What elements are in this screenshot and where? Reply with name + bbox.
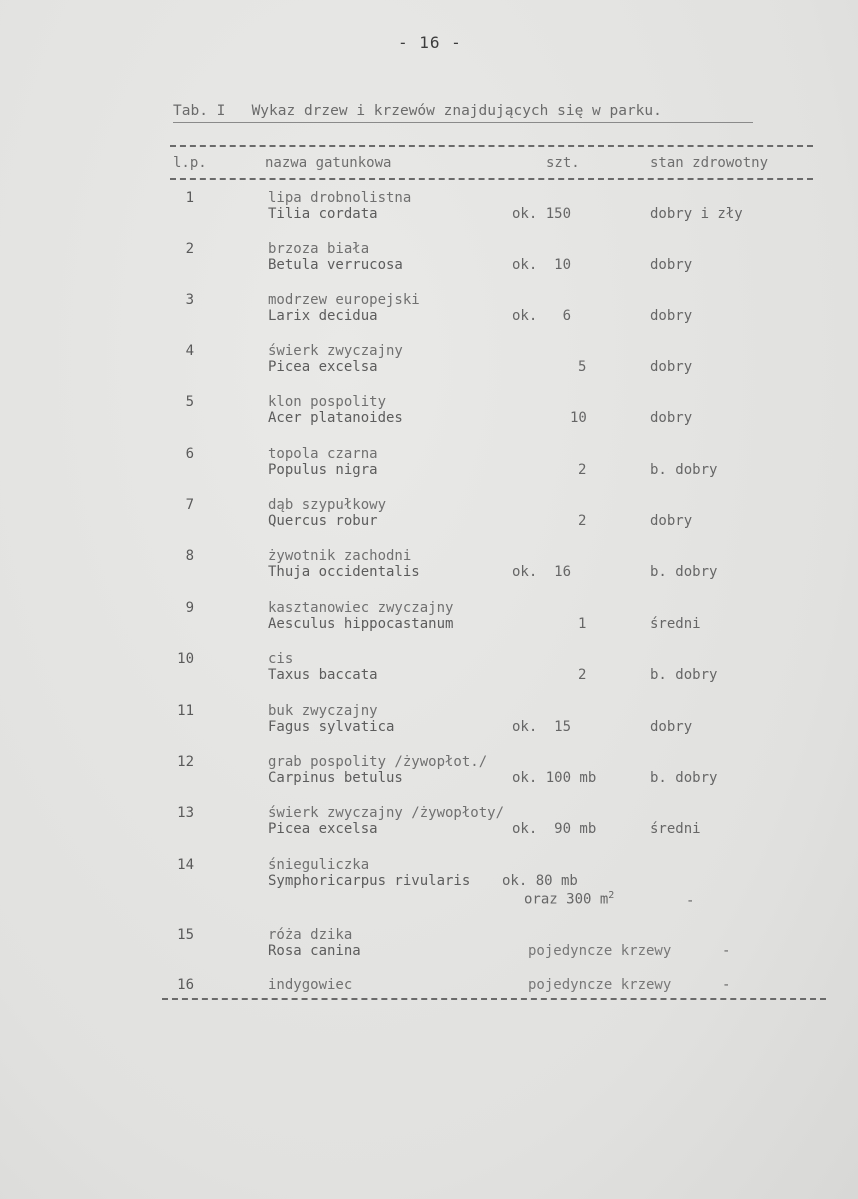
row-13-quantity: ok. 90 mb — [512, 821, 597, 837]
row-8-state: b. dobry — [650, 564, 718, 580]
row-3-quantity: ok. 6 — [512, 308, 572, 324]
row-11-quantity: ok. 15 — [512, 719, 572, 735]
title-underline — [173, 122, 753, 123]
row-12-polish-name: grab pospolity /żywopłot./ — [268, 754, 488, 770]
row-9-polish-name: kasztanowiec zwyczajny — [268, 600, 454, 616]
row-16-lp: 16 — [177, 977, 194, 993]
row-2-lp: 2 — [185, 241, 194, 257]
row-8-quantity: ok. 16 — [512, 564, 572, 580]
row-2-latin-name: Betula verrucosa — [268, 257, 403, 273]
row-16-quantity: pojedyncze krzewy — [528, 977, 672, 993]
row-8-lp: 8 — [185, 548, 194, 564]
header-top-rule — [170, 145, 813, 147]
row-9-lp: 9 — [185, 600, 194, 616]
row-14-lp: 14 — [177, 857, 194, 873]
header-lp: l.p. — [173, 155, 207, 171]
row-13-lp: 13 — [177, 805, 194, 821]
row-15-polish-name: róża dzika — [268, 927, 353, 943]
header-qty: szt. — [546, 155, 580, 171]
row-1-polish-name: lipa drobnolistna — [268, 190, 412, 206]
row-9-quantity: 1 — [578, 616, 587, 632]
row-10-latin-name: Taxus baccata — [268, 667, 378, 683]
row-3-state: dobry — [650, 308, 693, 324]
row-3-latin-name: Larix decidua — [268, 308, 378, 324]
row-7-state: dobry — [650, 513, 693, 529]
row-9-latin-name: Aesculus hippocastanum — [268, 616, 454, 632]
row-4-state: dobry — [650, 359, 693, 375]
row-13-state: średni — [650, 821, 701, 837]
row-4-latin-name: Picea excelsa — [268, 359, 378, 375]
row-14-polish-name: śnieguliczka — [268, 857, 370, 873]
row-3-polish-name: modrzew europejski — [268, 292, 420, 308]
row-1-lp: 1 — [185, 190, 194, 206]
row-4-polish-name: świerk zwyczajny — [268, 343, 403, 359]
row-6-quantity: 2 — [578, 462, 587, 478]
row-2-state: dobry — [650, 257, 693, 273]
row-5-polish-name: klon pospolity — [268, 394, 387, 410]
row-10-state: b. dobry — [650, 667, 718, 683]
row-9-state: średni — [650, 616, 701, 632]
row-4-quantity: 5 — [578, 359, 587, 375]
row-10-polish-name: cis — [268, 651, 294, 667]
row-1-state: dobry i zły — [650, 206, 743, 222]
row-3-lp: 3 — [185, 292, 194, 308]
table-bottom-rule — [162, 998, 826, 1000]
row-12-latin-name: Carpinus betulus — [268, 770, 403, 786]
row-14-quantity-extra-sup: 2 — [608, 890, 615, 901]
row-12-lp: 12 — [177, 754, 194, 770]
row-16-polish-name: indygowiec — [268, 977, 353, 993]
row-14-latin-name: Symphoricarpus rivularis — [268, 873, 471, 889]
row-14-quantity: ok. 80 mb — [502, 873, 578, 889]
row-10-quantity: 2 — [578, 667, 587, 683]
row-11-lp: 11 — [177, 703, 194, 719]
header-name: nazwa gatunkowa — [265, 155, 392, 171]
row-1-latin-name: Tilia cordata — [268, 206, 378, 222]
row-15-lp: 15 — [177, 927, 194, 943]
row-5-lp: 5 — [185, 394, 194, 410]
row-14-quantity-extra-value: oraz 300 m — [524, 891, 609, 908]
row-11-state: dobry — [650, 719, 693, 735]
row-16-state: - — [722, 977, 731, 993]
row-15-state: - — [722, 943, 731, 959]
row-7-lp: 7 — [185, 497, 194, 513]
row-8-polish-name: żywotnik zachodni — [268, 548, 412, 564]
row-5-quantity: 10 — [570, 410, 587, 426]
row-6-state: b. dobry — [650, 462, 718, 478]
row-13-latin-name: Picea excelsa — [268, 821, 378, 837]
row-6-polish-name: topola czarna — [268, 446, 378, 462]
row-5-latin-name: Acer platanoides — [268, 410, 403, 426]
row-6-latin-name: Populus nigra — [268, 462, 378, 478]
row-11-polish-name: buk zwyczajny — [268, 703, 378, 719]
row-13-polish-name: świerk zwyczajny /żywopłoty/ — [268, 805, 505, 821]
row-8-latin-name: Thuja occidentalis — [268, 564, 420, 580]
row-15-latin-name: Rosa canina — [268, 943, 361, 959]
header-state: stan zdrowotny — [650, 155, 769, 171]
row-2-quantity: ok. 10 — [512, 257, 572, 273]
row-11-latin-name: Fagus sylvatica — [268, 719, 395, 735]
row-5-state: dobry — [650, 410, 693, 426]
row-7-latin-name: Quercus robur — [268, 513, 378, 529]
row-12-state: b. dobry — [650, 770, 718, 786]
table-title: Tab. I Wykaz drzew i krzewów znajdujących się w parku. — [173, 103, 662, 119]
page-number: - 16 - — [398, 33, 462, 52]
header-bottom-rule — [170, 178, 813, 180]
row-6-lp: 6 — [185, 446, 194, 462]
row-7-quantity: 2 — [578, 513, 587, 529]
row-4-lp: 4 — [185, 343, 194, 359]
row-1-quantity: ok. 150 — [512, 206, 572, 222]
row-7-polish-name: dąb szypułkowy — [268, 497, 387, 513]
row-10-lp: 10 — [177, 651, 194, 667]
row-14-quantity-extra — [524, 890, 614, 908]
row-14-state: - — [686, 893, 695, 909]
row-2-polish-name: brzoza biała — [268, 241, 370, 257]
row-12-quantity: ok. 100 mb — [512, 770, 597, 786]
row-15-quantity: pojedyncze krzewy — [528, 943, 672, 959]
